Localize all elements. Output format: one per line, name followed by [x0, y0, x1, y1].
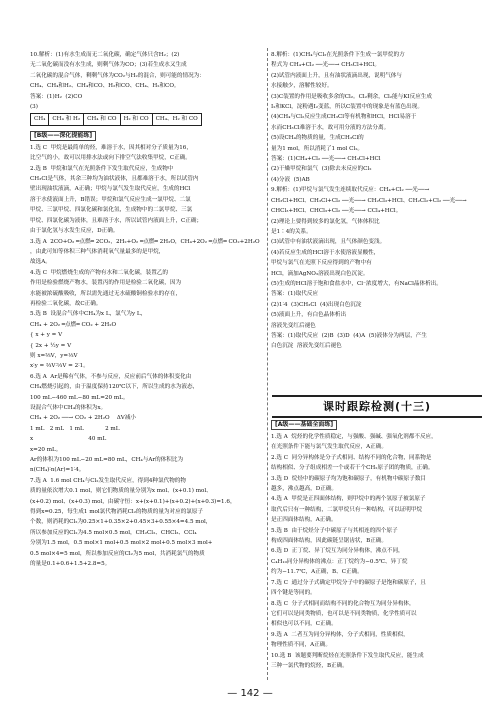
text-line: 答案：(1)CH₄+Cl₂ ──光──→ CH₃Cl+HCl [271, 156, 381, 163]
text-line: CH₃Cl是气体，其余三种均为油状液体，且都难溶于水，所以试管内 [30, 176, 199, 183]
text-line: CH₄ + 2O₂ ═点燃═ CO₂ + 2H₂O [30, 321, 117, 328]
text-line: n(CH₄)∶n(Ar)=1∶4。 [30, 467, 85, 474]
text-line: 它们可以是同类物质，也可以是不同类物质，化学性质可以 [271, 610, 417, 617]
text-line: 7.选 C 通过分子式确定甲烷分子中的碳原子是饱和碳原子，且 [271, 579, 426, 586]
text-line: 比空气的小，故可以用排水法或向下排空气法收集甲烷，C正确。 [30, 155, 191, 162]
text-line: 取代后只有一种结构，二氯甲烷只有一种结构，可以证明甲烷 [271, 506, 423, 513]
text-line: ，由此可知等体积三种气体消耗氧气量最多的是甲烷， [30, 248, 165, 255]
text-line: 答案：(1)取代反应 (2)B (3)D (4)A (5)液体分为两层，产生 [271, 332, 427, 339]
text-line: { 2x + ½y = V [30, 342, 72, 349]
text-line: 0.5 mol×4=5 mol，所以参加反应的Cl₂为5 mol，共消耗氯气的物质 [30, 550, 205, 557]
text-line: 8.选 C 分子式相同而结构不同的化合物互为同分异构体， [271, 600, 415, 607]
text-line: 溶液先变红后褪色 [271, 322, 316, 329]
text-line: (4)若反应生成的HCl溶于水使溶液显酸性， [271, 249, 380, 256]
text-line: 在光照条件下能与氯气发生取代反应，A正确。 [271, 444, 387, 451]
text-line: x=20 mL。 [30, 446, 62, 453]
text-line: 设混合气体中CH₄的体积为x。 [30, 405, 107, 411]
left-column [30, 50, 262, 570]
right-column [271, 50, 483, 352]
text-line: 甲烷与氯气在光照下反应得到的产物中有 [271, 260, 372, 267]
text-line: 10.解析：(1)有水生成而无二氧化碳，确定气体只含H₂；(2) [30, 52, 180, 58]
text-line: 1 mL 2 mL 1 mL 2 mL [30, 425, 120, 432]
text-line: 无二氧化碳而没有水生成，则剩气体为CO；(3)若生成水又生成 [30, 62, 187, 69]
text-line: (2)理论上要得到较多的氯化氢，气体体积比 [271, 218, 380, 225]
text-line: 2.选 C 同分异构体是分子式相同、结构不同的化合物，同系物是 [271, 454, 432, 461]
text-line: 9.解析：(1)甲烷与氯气发生连续取代反应：CH₄+Cl₂ ──光──→ [271, 187, 430, 194]
text-line: (3)试管中有油状液滴出现，且气体颜色变浅。 [271, 239, 386, 246]
text-line: (5)设CH₄的物质的量，生成CH₃Cl的 [271, 135, 364, 142]
text-line: 是正四面体结构，A正确。 [271, 517, 337, 524]
text-line: (2)试管内液面上升，且有油状液滴出现，说明气体与 [271, 72, 402, 79]
text-line: 白色沉淀 溶液先变红后褪色 [271, 343, 342, 350]
text-line: 1.选 C 甲烷是最简单的烃，难溶于水，因其相对分子质量为16， [30, 144, 192, 151]
text-line: 程式为 CH₄+Cl₂ ──光──→ CH₃Cl+HCl。 [271, 62, 380, 69]
section-a-heading: [A级——基础全面练] [271, 420, 337, 430]
text-line: (2)干燥甲烷和氯气 (3)除去未反应的Cl₂ [271, 166, 372, 173]
text-line: CH₄燃烧引起的，由于温度保持120℃以下，所以生成的水为液态， [30, 384, 199, 391]
text-line: CH₄ + 2O₂ ──→ CO₂ + 2H₂O ΔV减小 [30, 415, 137, 422]
text-line: 约为−11.7℃，A正确，B、C正确。 [271, 569, 363, 576]
text-line: 2.选 B 甲烷和氯气在光照条件下发生取代反应，生成物中 [30, 165, 174, 172]
text-line: { x + y = V [30, 332, 63, 339]
answer-cell: CH₄ 和 H₂ [49, 114, 84, 125]
text-line: (4)分液 (5)AB [271, 176, 310, 183]
text-line: 质的量依次增大0.1 mol，则它们物质的量分别为x mol、(x+0.1) mol、 [30, 488, 212, 495]
answer-table [30, 113, 202, 125]
text-line: (4)CH₄与Cl₂反应生成CH₃Cl等有机物和HCl，HCl易溶于 [271, 114, 417, 121]
text-line: 是1∶4的关系。 [271, 228, 312, 235]
section-title: 课时跟踪检测(十三) [272, 395, 482, 418]
text-line: 由于氯化氢与水发生反应，D正确。 [30, 228, 119, 235]
text-line: 壁出现油状液滴，A正确；甲烷与氯气发生取代反应，生成的HCl [30, 186, 191, 193]
text-line: CH₃Cl+HCl、CH₃Cl+Cl₂ ──光──→ CH₂Cl₂+HCl、CH₂Cl₂+Cl₂ ──光──→ [271, 197, 467, 204]
text-line: (x+0.2) mol、(x+0.3) mol，由碳守恒：x+(x+0.1)+(x+0.2)+(x+0.3)=1.6， [30, 498, 236, 505]
text-line: 7.选 A 1.6 mol CH₄与Cl₂发生取代反应，得到4种氯代物的物 [30, 477, 186, 484]
text-line: 个数，则消耗的Cl₂为0.25×1+0.35×2+0.45×3+0.55×4=4.5 mol， [30, 519, 212, 526]
text-line: 3.选 D 烷烃中的碳原子均为饱和碳原子，有机物中碳原子数目 [271, 475, 427, 482]
text-line: 故选A。 [30, 259, 51, 266]
text-line: 得到x=0.25，每生成1 mol氯代物消耗Cl₂的物质的量为对应的氯原子 [30, 509, 204, 516]
text-line: CH₄、CH₄和H₂、CH₄和CO、H₂和CO、CH₄、H₂和CO。 [30, 83, 180, 90]
text-line: 结构相似、分子组成相差一个或若干个CH₂原子团的物质，正确。 [271, 465, 434, 472]
text-line: 再检验二氧化碳，故C正确。 [30, 300, 102, 307]
text-line: 6.选 A Ar是稀有气体，不参与反应，反应前后气体的体积变化由 [30, 373, 192, 380]
text-line: 答案：(1)H₂ (2)CO [30, 93, 83, 100]
text-line: I₂和KCl，淀粉遇I₂变蓝，所以C装置中的现象是有蓝色出现。 [271, 104, 423, 111]
text-line: (3) [30, 104, 38, 111]
text-line: 8.解析：(1)CH₄与Cl₂在光照条件下生成一氯甲烷的方 [271, 52, 405, 58]
section-b-heading: [B级——深化提能练] [30, 131, 96, 141]
text-line: 的量是0.1+0.6+1.5+2.8=5。 [30, 561, 111, 568]
text-line: Ar的体积为100 mL−20 mL=80 mL，CH₄与Ar的体积比为 [30, 457, 184, 464]
text-line: 水能被浓硫酸吸收，所以需先通过无水硫酸铜检验水的存在， [30, 290, 182, 297]
text-line: 4.选 A 甲烷是正四面体结构，则甲烷中的两个氢原子被氯原子 [271, 496, 426, 503]
text-line: 构成四面体结构，因此碳链呈锯齿状，B正确。 [271, 538, 387, 545]
text-line: 10.选 B 该题要判断烷烃在光照条件下发生取代反应，能生成 [271, 652, 424, 659]
text-line: 溶于水使液面上升，B错误；甲烷和氯气反应生成一氯甲烷、二氯 [30, 196, 191, 203]
right-column-bottom [271, 418, 483, 671]
text-line: 物理性质不同，A正确。 [271, 642, 331, 649]
text-line: 二氧化碳的混合气体，剩剩气体为CO₂与H₂的混合，则可能的情况为： [30, 72, 205, 79]
text-line: 甲烷、四氯化碳为液体，且难溶于水，所以试管内液面上升，C正确； [30, 217, 203, 224]
text-line: 3.选 A 2CO+O₂ ═点燃═ 2CO₂，2H₂+O₂ ═点燃═ 2H₂O，CH₄+2O₂ ═点燃═ CO₂+2H₂O [30, 238, 260, 245]
text-line: 答案：(1)取代反应 [271, 291, 319, 298]
answer-cell: H₂ 和 CO [120, 114, 152, 125]
text-line: 5.选 B 由于烷烃分子中碳原子与其相连的四个原子 [271, 527, 398, 534]
answer-cell: CH₄ 和 CO [84, 114, 120, 125]
text-line: (2)1∶4 (3)CH₃Cl (4)出现白色沉淀 [271, 301, 362, 308]
text-line: 四个键是等同的。 [271, 590, 316, 597]
text-line: 6.选 D 正丁烷、异丁烷互为同分异构体，沸点不同， [271, 548, 404, 555]
text-line: 量为1 mol，所以消耗了1 mol Cl₂。 [271, 145, 364, 152]
text-line: (3)C装置的作用是吸收多余的Cl₂。Cl₂剩余，Cl₂能与KI反应生成 [271, 93, 432, 100]
text-line: CHCl₃+HCl、CHCl₃+Cl₂ ──光──→ CCl₄+HCl。 [271, 208, 402, 215]
text-line: 1.选 A 烷烃的化学性质稳定，与强酸、强碱、强氧化剂都不反应， [271, 434, 437, 440]
text-line: (5)生成的HCl溶于饱和食盐水中，Cl⁻浓度增大，有NaCl晶体析出。 [271, 280, 442, 287]
page-number: — 142 — [227, 688, 273, 699]
text-line: 作用是检验燃烧产物水，装置丙的作用是检验二氧化碳，因为 [30, 280, 182, 287]
text-line: 所以参加反应的Cl₂为4.5 mol×0.5 mol，CH₂Cl₂、CHCl₃、CCl₄ [30, 529, 197, 536]
text-line: 则 x=⅔V，y=⅓V [30, 352, 78, 359]
text-line: x∶y = ⅔V∶⅓V = 2∶1。 [30, 363, 89, 370]
text-line: C₄H₁₀同分异构体的沸点：正丁烷约为−0.5℃、异丁烷 [271, 558, 408, 565]
text-line: 9.选 A 二者互为同分异构体，分子式相同，性质相似， [271, 631, 409, 638]
text-line: 甲烷、三氯甲烷、四氯化碳和氯化氢，生成物中的二氯甲烷、三氯 [30, 207, 193, 214]
text-line: 水而CH₃Cl难溶于水，故可用分液的方法分离。 [271, 124, 390, 131]
text-line: 4.选 C 甲烷燃烧生成的产物有水和二氧化碳，装置乙的 [30, 269, 169, 276]
text-line: 越多，沸点越高，D正确。 [271, 486, 338, 493]
text-line: 水接触少，溶解性较好。 [271, 83, 333, 90]
text-line: 三种一氯代物的烷烃，B正确。 [271, 662, 348, 669]
answer-cell: CH₄、H₂ 和 CO [152, 114, 201, 125]
text-line: 100 mL−460 mL−80 mL=20 mL。 [30, 394, 129, 401]
text-line: 相似也可以不同，C正确。 [271, 621, 337, 628]
answer-cell: CH₄ [31, 114, 49, 125]
text-line: (5)液面上升，有白色晶体析出 [271, 312, 347, 319]
text-line: 分别为1.5 mol，0.5 mol×1 mol+0.5 mol×2 mol+0.5 mol×3 mol+ [30, 540, 213, 547]
column-divider [267, 48, 268, 680]
text-line: HCl，滴加AgNO₃溶液出现白色沉淀。 [271, 270, 369, 277]
text-line: x 40 mL [30, 436, 107, 443]
text-line: 5.选 B 设混合气体中CH₄为x L，氯气为y L， [30, 311, 147, 318]
